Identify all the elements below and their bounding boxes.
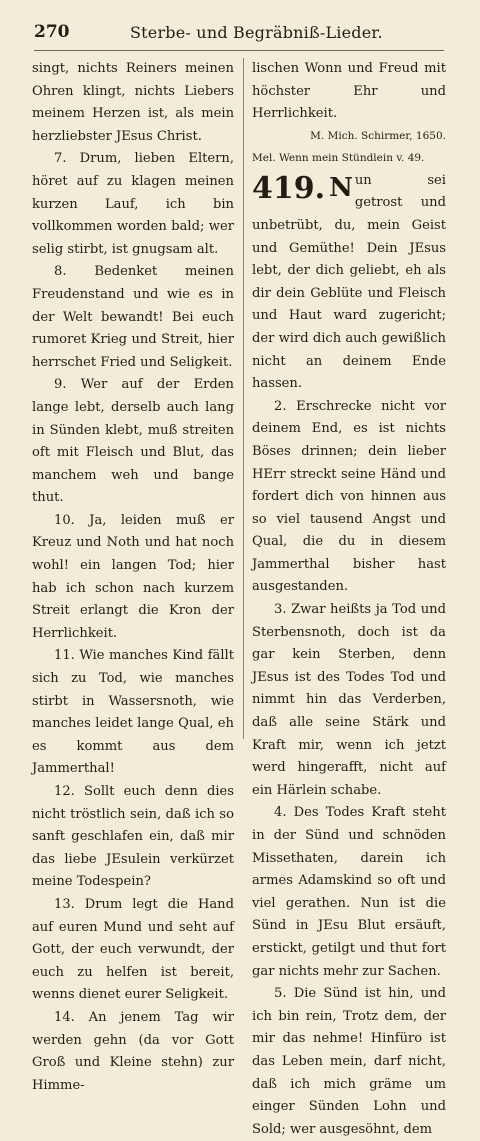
verse-12: 12. Sollt euch denn dies nicht tröstlich sein, daß ich so sanft geschlafen ein, daß mir das liebe JEsulein verkürzet meine Todespein?: [32, 784, 234, 890]
running-title: Sterbe- und Begräbniß-Lieder.: [130, 23, 383, 42]
verse-continuation-right: lischen Wonn und Freud mit höchster Ehr und Herrlichkeit.: [252, 61, 446, 122]
page-number: 270: [34, 22, 70, 42]
hymn-verse-5: 5. Die Sünd ist hin, und ich bin rein, Trotz dem, der mir das nehme! Hinfüro ist das Leben mein, darf nicht, daß ich mich gräme um einger Sünden Lohn und Sold; wer ausgesöhnt, dem: [252, 986, 446, 1137]
header-rule: [34, 50, 444, 51]
verse-13: 13. Drum legt die Hand auf euren Mund und seht auf Gott, der euch verwundt, der euch zu helfen ist bereit, wenns dienet eurer Seligkeit.: [32, 896, 234, 1003]
right-column: [252, 58, 446, 1141]
melody-note: Mel. Wenn mein Stündlein v. 49.: [252, 151, 425, 164]
verse-14: 14. An jenem Tag wir werden gehn (da vor Gott Groß und Kleine stehn) zur Himme-: [32, 1009, 234, 1093]
hymn-verse-2: 2. Erschrecke nicht vor deinem End, es ist nichts Böses drinnen; dein lieber HErr streckt seine Händ und fordert dich von hinnen aus so viel tausend Angst und Qual, die du in diesem Jammerthal bisher hast ausgestanden.: [252, 398, 446, 595]
hymn-verse-4: 4. Des Todes Kraft steht in der Sünd und schnöden Missethaten, darein ich armes Adamskind so oft und viel gerathen. Nun ist die Sünd in JEsu Blut ersäuft, erstickt, getilgt und thut fort gar nichts mehr zur Sachen.: [252, 805, 446, 979]
page-header: [34, 20, 444, 46]
verse-9: 9. Wer auf der Erden lange lebt, derselb auch lang in Sünden klebt, muß streiten oft mit Fleisch und Blut, das manchem weh und bange thut.: [32, 377, 234, 506]
drop-cap: N: [329, 172, 353, 203]
column-divider: [243, 58, 244, 739]
hymn-first-verse-text: un sei getrost und unbetrübt, du, mein Geist und Gemüthe! Dein JEsus lebt, der dich geliebt, eh als dir dein Geblüte und Fleisch und Haut ward zugericht; der wird dich auch gewißlich nicht an deinem Ende hassen.: [252, 172, 446, 392]
left-column: [32, 58, 234, 1097]
verse-10: 10. Ja, leiden muß er Kreuz und Noth und hat noch wohl! ein langen Tod; hier hab ich schon nach kurzem Streit erlangt die Kron der Herrlichkeit.: [32, 512, 234, 641]
author-credit: M. Mich. Schirmer, 1650.: [310, 129, 446, 142]
hymn-number: 419.: [252, 170, 326, 206]
verse-8: 8. Bedenket meinen Freudenstand und wie es in der Welt bewandt! Bei euch rumoret Krieg und Streit, hier herrschet Fried und Seligkeit.: [32, 264, 234, 370]
verse-11: 11. Wie manches Kind fällt sich zu Tod, wie manches stirbt in Wassersnoth, wie manches leidet lange Qual, eh es kommt aus dem Jammerthal!: [32, 648, 234, 777]
hymn-419-verse-1: [252, 170, 446, 396]
verse-7: 7. Drum, lieben Eltern, höret auf zu klagen meinen kurzen Lauf, ich bin vollkommen worden bald; wer selig stirbt, ist gnugsam alt.: [32, 151, 234, 257]
verse-continuation: singt, nichts Reiners meinen Ohren klingt, nichts Liebers meinem Herzen ist, als mein herzliebster JEsus Christ.: [32, 61, 234, 144]
hymn-verse-3: 3. Zwar heißts ja Tod und Sterbensnoth, doch ist da gar kein Sterben, denn JEsus ist des Todes Tod und nimmt hin das Verderben, daß alle seine Stärk und Kraft mir, wenn ich jetzt werd hingerafft, nicht auf ein Härlein schabe.: [252, 602, 446, 798]
